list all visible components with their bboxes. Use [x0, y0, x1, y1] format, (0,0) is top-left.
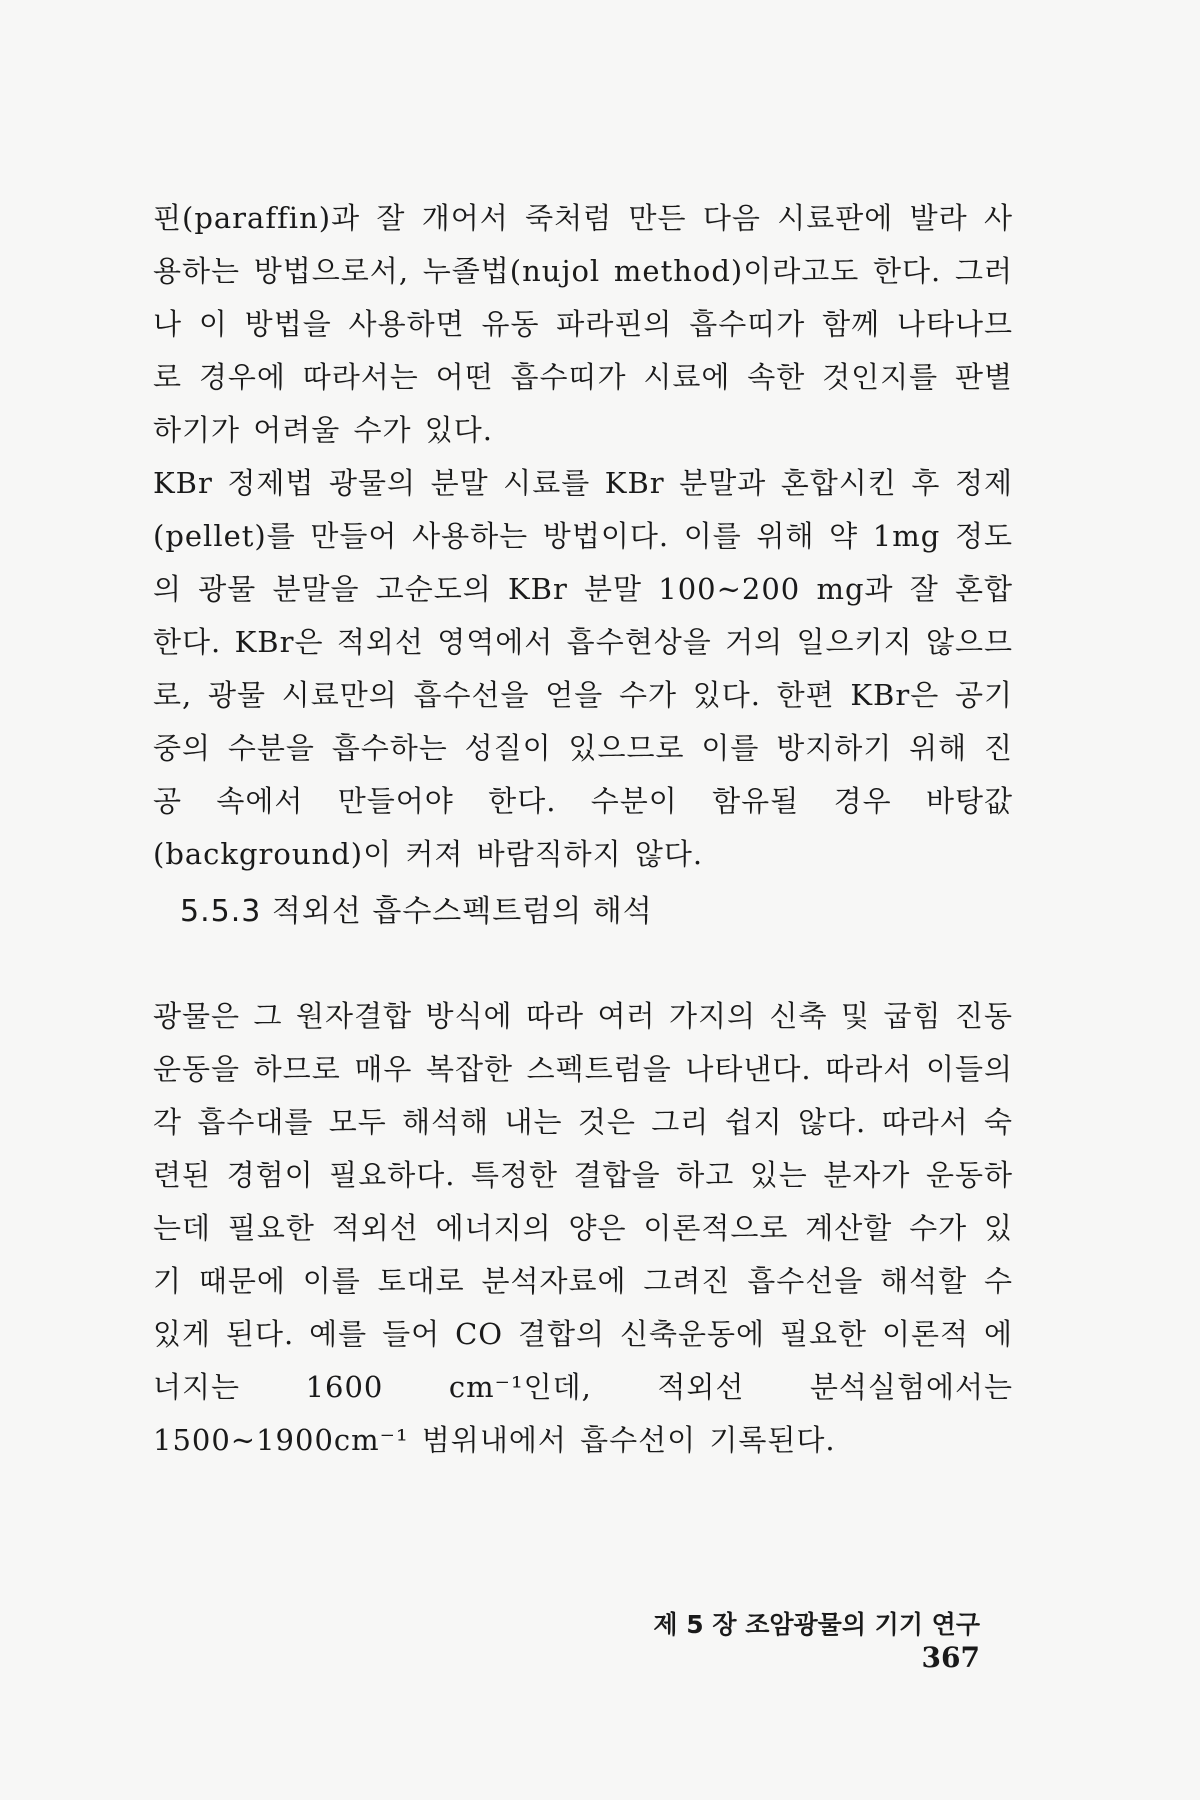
page-footer: [580, 1605, 980, 1674]
bottom-text-block: [153, 990, 1013, 1467]
top-text-block: [153, 192, 1013, 881]
page-number: 367: [921, 1641, 980, 1674]
paragraph-paraffin-method: 핀(paraffin)과 잘 개어서 죽처럼 만든 다음 시료판에 발라 사용하는 방법으로서, 누졸법(nujol method)이라고도 한다. 그러나 이 방법을 사용하면 유동 파라핀의 흡수띠가 함께 나타나므로 경우에 따라서는 어떤 흡수띠가 시료에 속한 것인지를 판별하기가 어려울 수가 있다.: [153, 201, 1013, 447]
paragraph-kbr-pellet-method: KBr 정제법 광물의 분말 시료를 KBr 분말과 혼합시킨 후 정제(pellet)를 만들어 사용하는 방법이다. 이를 위해 약 1mg 정도의 광물 분말을 고순도의 KBr 분말 100∼200 mg과 잘 혼합한다. KBr은 적외선 영역에서 흡수현상을 거의 일으키지 않으므로, 광물 시료만의 흡수선을 얻을 수가 있다. 한편 KBr은 공기 중의 수분을 흡수하는 성질이 있으므로 이를 방지하기 위해 진공 속에서 만들어야 한다. 수분이 함유될 경우 바탕값(background)이 커져 바람직하지 않다.: [153, 466, 1013, 871]
paragraph-ir-interpretation: 광물은 그 원자결합 방식에 따라 여러 가지의 신축 및 굽힘 진동운동을 하므로 매우 복잡한 스펙트럼을 나타낸다. 따라서 이들의 각 흡수대를 모두 해석해 내는 것은 그리 쉽지 않다. 따라서 숙련된 경험이 필요하다. 특정한 결합을 하고 있는 분자가 운동하는데 필요한 적외선 에너지의 양은 이론적으로 계산할 수가 있기 때문에 이를 토대로 분석자료에 그려진 흡수선을 해석할 수 있게 된다. 예를 들어 CO 결합의 신축운동에 필요한 이론적 에너지는 1600 cm⁻¹인데, 적외선 분석실험에서는 1500∼1900cm⁻¹ 범위내에서 흡수선이 기록된다.: [153, 999, 1013, 1457]
footer-chapter-title: 제 5 장 조암광물의 기기 연구: [653, 1610, 980, 1639]
section-heading: 5.5.3 적외선 흡수스펙트럼의 해석: [180, 894, 653, 929]
